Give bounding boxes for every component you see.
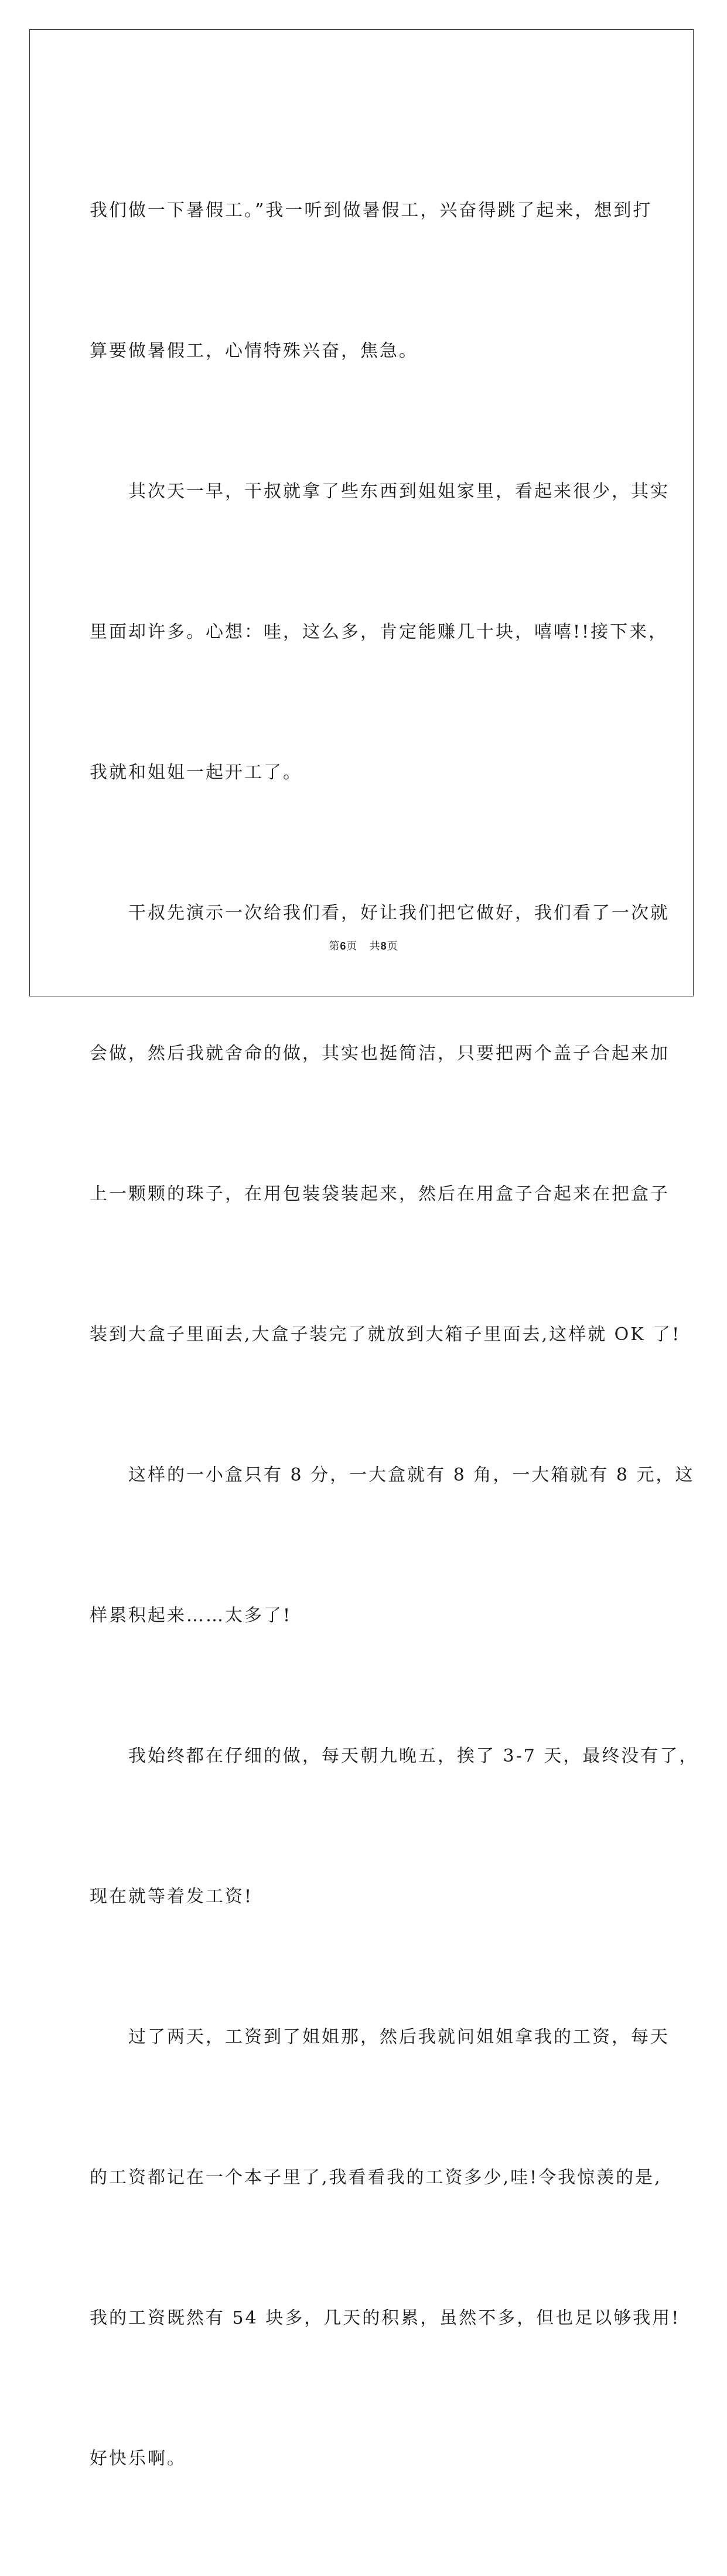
text-line: 好快乐啊。 [90, 2448, 186, 2469]
text-line: 过了两天，工资到了姐姐那，然后我就问姐姐拿我的工资，每天 [90, 2027, 670, 2047]
footer-prefix: 第 [329, 940, 340, 953]
footer-total-prefix: 共 [369, 940, 381, 953]
total-pages-number: 8 [380, 940, 387, 952]
text-line: 我们做一下暑假工。”我一听到做暑假工，兴奋得跳了起来，想到打 [90, 200, 653, 221]
document-body [90, 94, 699, 2576]
page-footer [0, 939, 727, 954]
text-line: 上一颗颗的珠子，在用包装袋装起来，然后在用盒子合起来在把盒子 [90, 1184, 670, 1204]
text-line: 装到大盒子里面去,大盒子装完了就放到大箱子里面去,这样就 OK 了! [90, 1324, 681, 1345]
text-line: 我的工资既然有 54 块多，几天的积累，虽然不多，但也足以够我用! [90, 2308, 681, 2328]
text-line: 样累积起来……太多了! [90, 1605, 292, 1626]
text-line: 现在就等着发工资! [90, 1886, 254, 1907]
current-page-number: 6 [340, 940, 347, 952]
text-line: 我始终都在仔细的做，每天朝九晚五，挨了 3-7 天，最终没有了， [90, 1746, 699, 1766]
text-line: 会做，然后我就舍命的做，其实也挺简洁，只要把两个盖子合起来加 [90, 1043, 670, 1064]
text-line: 里面却许多。心想：哇，这么多，肯定能赚几十块，嘻嘻!!接下来， [90, 622, 668, 642]
footer-total-suffix: 页 [387, 940, 398, 953]
body-text [90, 94, 699, 2576]
text-line: 干叔先演示一次给我们看，好让我们把它做好，我们看了一次就 [90, 903, 670, 923]
text-line: 其次天一早，干叔就拿了些东西到姐姐家里，看起来很少，其实 [90, 481, 670, 502]
text-line: 算要做暑假工，心情特殊兴奋，焦急。 [90, 341, 418, 361]
text-line: 这样的一小盒只有 8 分，一大盒就有 8 角，一大箱就有 8 元，这 [90, 1465, 695, 1485]
footer-page-suffix: 页 [346, 940, 358, 953]
text-line: 的工资都记在一个本子里了,我看看我的工资多少,哇!令我惊羡的是, [90, 2167, 662, 2188]
text-line: 我就和姐姐一起开工了。 [90, 762, 302, 783]
